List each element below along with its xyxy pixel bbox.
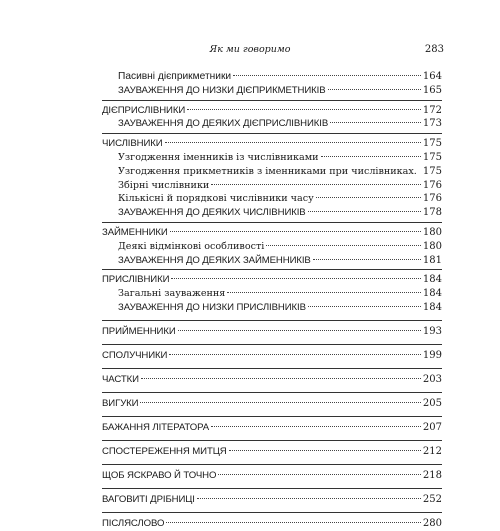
toc-leader-dots xyxy=(211,426,421,427)
toc-entry xyxy=(102,512,442,531)
toc-row xyxy=(102,179,442,193)
toc-entry-title: Пасивні дієприкметники xyxy=(118,71,232,82)
toc-leader-dots xyxy=(170,231,421,232)
toc-row xyxy=(102,206,442,220)
toc-entry-page: 164 xyxy=(422,71,442,82)
running-title: Як ми говоримо xyxy=(209,44,291,55)
toc-row xyxy=(102,445,442,459)
toc-leader-dots xyxy=(165,142,421,143)
toc-leader-dots xyxy=(229,450,421,451)
page-number: 283 xyxy=(424,44,444,55)
toc-entry xyxy=(102,117,442,131)
toc-entry-page: 199 xyxy=(422,349,442,361)
toc-entry-title: ЧАСТКИ xyxy=(102,373,139,385)
toc-entry-title: Узгодження прикметників з іменниками при числівниках. xyxy=(118,165,417,177)
toc-row xyxy=(102,165,442,179)
toc-entry-title: ЩОБ ЯСКРАВО Й ТОЧНО xyxy=(102,469,217,481)
toc-entry xyxy=(102,254,442,268)
toc-leader-dots xyxy=(328,89,421,90)
toc-leader-dots xyxy=(178,330,421,331)
toc-entry-title: ЗАУВАЖЕННЯ ДО НИЗКИ ДІЄПРИКМЕТНИКІВ xyxy=(118,84,326,96)
toc-entry-title: ЗАЙМЕННИКИ xyxy=(102,226,168,238)
toc-entry-title: ЗАУВАЖЕННЯ ДО ДЕЯКИХ ЗАЙМЕННИКІВ xyxy=(118,254,311,266)
toc-leader-dots xyxy=(171,278,421,279)
toc-entry-title: БАЖАННЯ ЛІТЕРАТОРА xyxy=(102,421,210,433)
toc-entry-title: СПОСТЕРЕЖЕННЯ МИТЦЯ xyxy=(102,445,227,457)
toc-entry-title: СПОЛУЧНИКИ xyxy=(102,349,168,361)
toc-entry-title: ЗАУВАЖЕННЯ ДО ДЕЯКИХ ДІЄПРИСЛІВНИКІВ xyxy=(118,118,329,130)
toc-leader-dots xyxy=(266,245,421,246)
toc-row xyxy=(102,349,442,363)
toc-row xyxy=(102,517,442,531)
toc-leader-dots xyxy=(169,354,421,355)
toc-leader-dots xyxy=(316,197,421,198)
toc-entry-page: 184 xyxy=(422,274,442,286)
toc-entry-title: ВАГОВИТІ ДРІБНИЦІ xyxy=(102,493,195,505)
toc-entry xyxy=(102,84,442,98)
toc-leader-dots xyxy=(233,75,421,76)
toc-entry xyxy=(102,151,442,165)
toc-entry-page: 205 xyxy=(422,397,442,409)
toc-row xyxy=(102,421,442,435)
toc-entry-page: 173 xyxy=(422,118,442,130)
toc-entry-title: ЧИСЛІВНИКИ xyxy=(102,138,163,150)
toc-entry xyxy=(102,416,442,435)
toc-entry-title: ПІСЛЯСЛОВО xyxy=(102,517,165,529)
toc-entry xyxy=(102,192,442,206)
toc-row xyxy=(102,192,442,206)
toc-entry xyxy=(102,287,442,301)
toc-leader-dots xyxy=(211,184,421,185)
toc-row xyxy=(102,287,442,301)
toc-entry-page: 175 xyxy=(422,165,442,177)
toc-leader-dots xyxy=(308,306,421,307)
toc-leader-dots xyxy=(313,259,421,260)
toc-row xyxy=(102,397,442,411)
toc-entry-title: ПРИЙМЕННИКИ xyxy=(102,325,176,337)
toc-entry-page: 176 xyxy=(422,179,442,191)
toc-entry-page: 212 xyxy=(422,445,442,457)
toc-entry-page: 178 xyxy=(422,207,442,219)
toc-row xyxy=(102,151,442,165)
toc-entry-page: 184 xyxy=(422,301,442,313)
toc-entry-title: Збірні числівники xyxy=(118,179,210,191)
toc-leader-dots xyxy=(308,211,421,212)
toc-row xyxy=(102,226,442,240)
toc-row xyxy=(102,137,442,151)
toc-entry-page: 180 xyxy=(422,240,442,252)
toc-entry-title: ДІЄПРИСЛІВНИКИ xyxy=(102,104,186,116)
toc-row xyxy=(102,273,442,287)
toc-row xyxy=(102,84,442,98)
toc-entry xyxy=(102,240,442,254)
toc-entry-page: 218 xyxy=(422,469,442,481)
toc-entry xyxy=(102,179,442,193)
toc-row xyxy=(102,301,442,315)
toc-entry-page: 207 xyxy=(422,421,442,433)
toc-entry-page: 172 xyxy=(422,104,442,116)
toc-leader-dots xyxy=(140,402,420,403)
toc-entry-page: 176 xyxy=(422,193,442,205)
toc-leader-dots xyxy=(330,122,421,123)
toc-entry-page: 175 xyxy=(422,151,442,163)
toc-row xyxy=(102,104,442,118)
toc-entry xyxy=(102,222,442,240)
toc-entry xyxy=(102,392,442,411)
toc-row xyxy=(102,254,442,268)
toc-entry-title: Узгодження іменників із числівниками xyxy=(118,151,319,163)
toc-leader-dots xyxy=(166,522,421,523)
toc-row xyxy=(102,325,442,339)
toc-entry-page: 184 xyxy=(422,288,442,300)
toc-entry-page: 252 xyxy=(422,493,442,505)
toc-entry xyxy=(102,133,442,151)
toc-entry-page: 165 xyxy=(422,84,442,96)
toc-row xyxy=(102,70,442,84)
toc-entry-page: 180 xyxy=(422,226,442,238)
toc-entry xyxy=(102,100,442,118)
toc-leader-dots xyxy=(321,156,421,157)
toc-entry xyxy=(102,464,442,483)
toc-entry-title: ПРИСЛІВНИКИ xyxy=(102,274,170,286)
toc-row xyxy=(102,373,442,387)
toc-row xyxy=(102,469,442,483)
toc-entry-title: Загальні зауваження xyxy=(118,288,226,300)
toc-leader-dots xyxy=(227,292,421,293)
toc-entry xyxy=(102,368,442,387)
toc-entry-page: 175 xyxy=(422,138,442,150)
toc-leader-dots xyxy=(197,498,421,499)
running-header xyxy=(0,44,500,58)
toc-entry xyxy=(102,70,442,84)
toc-entry-page: 280 xyxy=(422,517,442,529)
table-of-contents xyxy=(102,70,442,531)
toc-entry-title: Деякі відмінкові особливості xyxy=(118,240,265,252)
toc-entry xyxy=(102,440,442,459)
toc-entry-title: ЗАУВАЖЕННЯ ДО НИЗКИ ПРИСЛІВНИКІВ xyxy=(118,301,306,313)
toc-row xyxy=(102,117,442,131)
toc-entry-page: 193 xyxy=(422,325,442,337)
toc-leader-dots xyxy=(141,378,421,379)
toc-entry-page: 181 xyxy=(422,254,442,266)
toc-entry xyxy=(102,165,442,179)
toc-entry xyxy=(102,301,442,315)
toc-entry xyxy=(102,488,442,507)
toc-entry xyxy=(102,320,442,339)
toc-entry-title: ЗАУВАЖЕННЯ ДО ДЕЯКИХ ЧИСЛІВНИКІВ xyxy=(118,207,306,219)
toc-leader-dots xyxy=(187,109,421,110)
toc-row xyxy=(102,240,442,254)
toc-entry xyxy=(102,344,442,363)
toc-entry-page: 203 xyxy=(422,373,442,385)
toc-entry-title: Кількісні й порядкові числівники часу xyxy=(118,193,314,205)
toc-entry xyxy=(102,269,442,287)
toc-entry xyxy=(102,206,442,220)
toc-leader-dots xyxy=(218,474,421,475)
toc-entry-title: ВИГУКИ xyxy=(102,397,139,409)
